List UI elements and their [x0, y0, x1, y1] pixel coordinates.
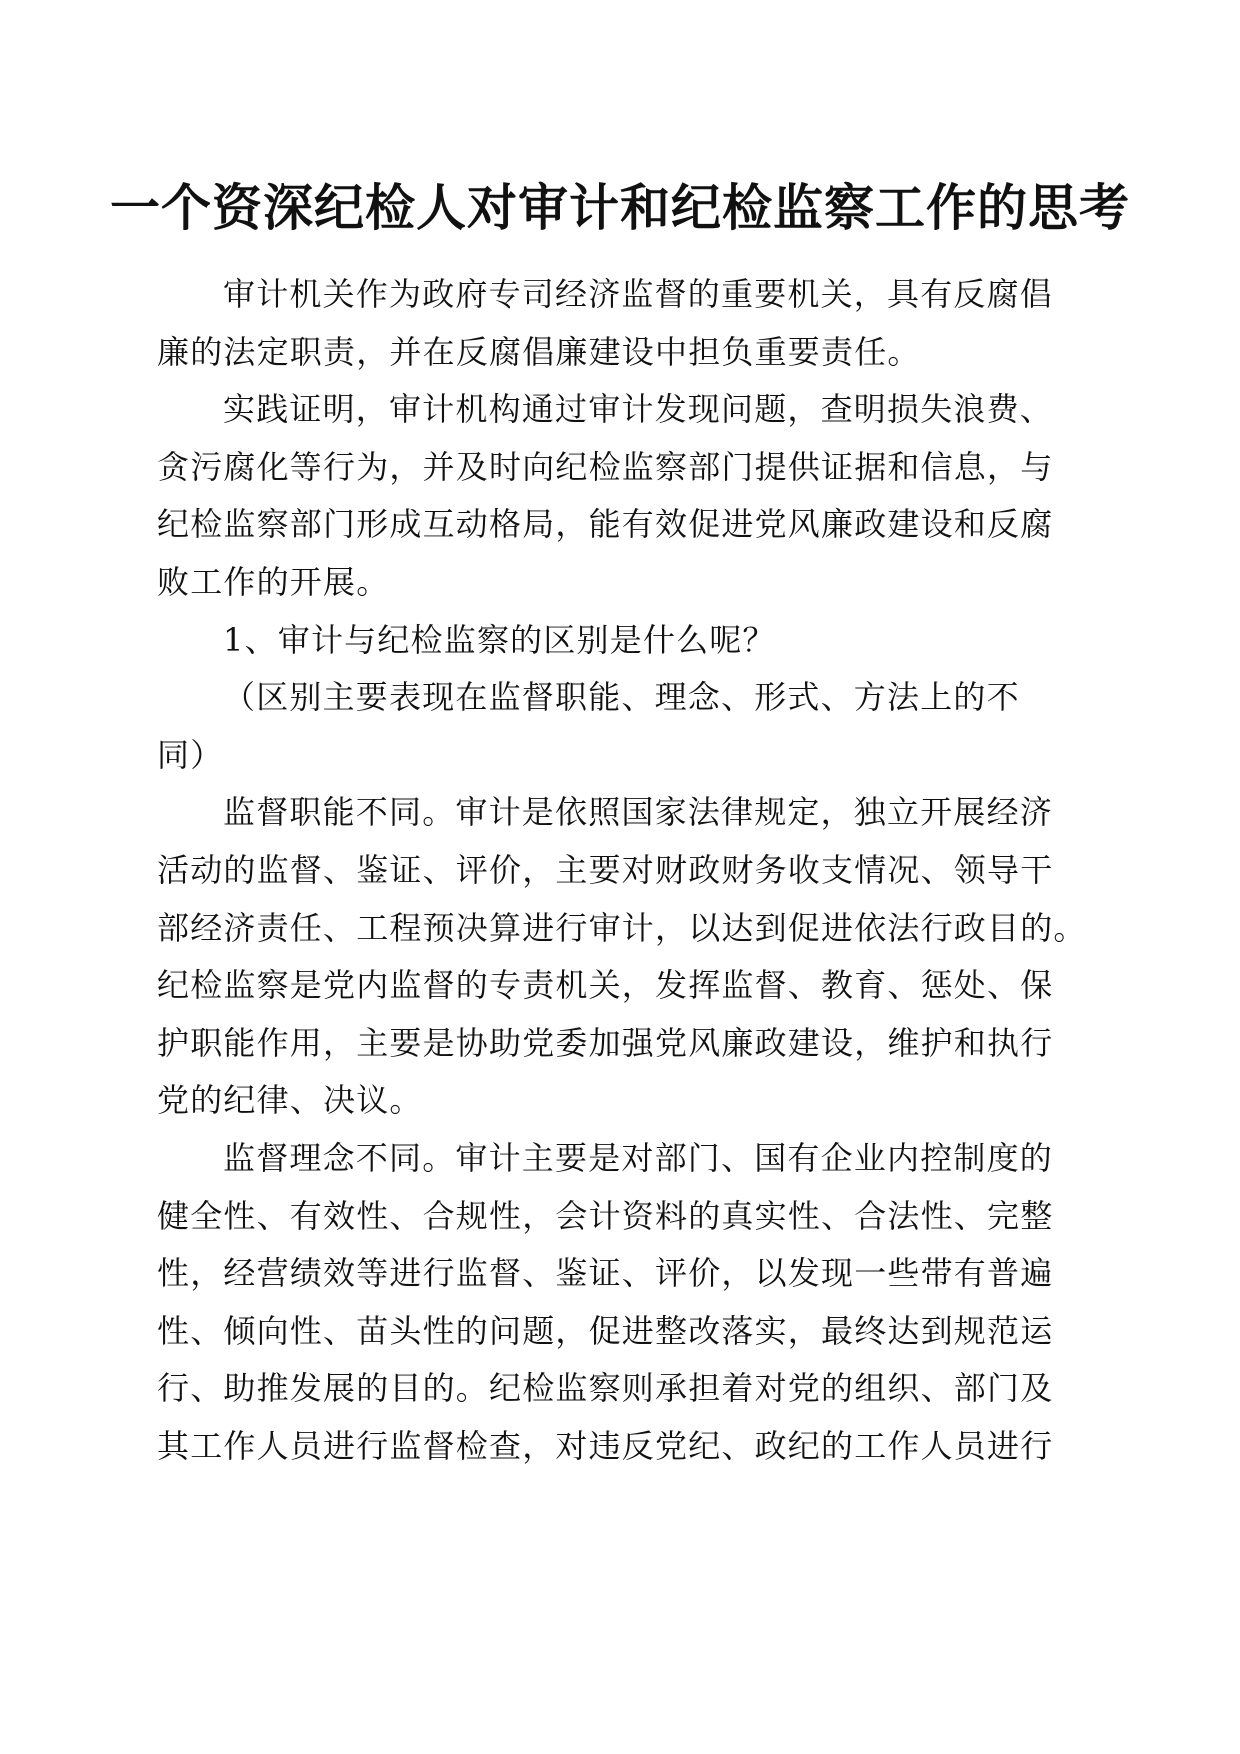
- document-body: [157, 266, 1087, 1475]
- text-line: 健全性、有效性、合规性，会计资料的真实性、合法性、完整: [157, 1196, 1054, 1235]
- text-line: 纪检监察部门形成互动格局，能有效促进党风廉政建设和反腐: [157, 505, 1054, 544]
- text-line: 其工作人员进行监督检查，对违反党纪、政纪的工作人员进行: [157, 1426, 1054, 1465]
- text-line: 党的纪律、决议。: [157, 1081, 423, 1120]
- text-line: 部经济责任、工程预决算进行审计，以达到促进依法行政目的。: [157, 908, 1087, 947]
- text-line: 监督理念不同。审计主要是对部门、国有企业内控制度的: [223, 1138, 1054, 1177]
- text-line: 性，经营绩效等进行监督、鉴证、评价，以发现一些带有普遍: [157, 1254, 1054, 1293]
- document-title: 一个资深纪检人对审计和纪检监察工作的思考: [110, 178, 1130, 237]
- text-line: 败工作的开展。: [157, 562, 390, 601]
- text-line: 1、审计与纪检监察的区别是什么呢？: [223, 620, 776, 659]
- text-line: 审计机关作为政府专司经济监督的重要机关，具有反腐倡: [223, 275, 1054, 313]
- text-line: 护职能作用，主要是协助党委加强党风廉政建设，维护和执行: [157, 1023, 1054, 1062]
- text-line: 性、倾向性、苗头性的问题，促进整改落实，最终达到规范运: [157, 1311, 1054, 1350]
- text-line: 活动的监督、鉴证、评价，主要对财政财务收支情况、领导干: [157, 850, 1054, 889]
- text-line: 行、助推发展的目的。纪检监察则承担着对党的组织、部门及: [157, 1369, 1054, 1408]
- text-line: 贪污腐化等行为，并及时向纪检监察部门提供证据和信息，与: [157, 447, 1054, 486]
- text-line: 同）: [157, 735, 224, 774]
- text-line: 实践证明，审计机构通过审计发现问题，查明损失浪费、: [223, 390, 1054, 429]
- text-line: （区别主要表现在监督职能、理念、形式、方法上的不: [223, 678, 1020, 717]
- text-line: 纪检监察是党内监督的专责机关，发挥监督、教育、惩处、保: [157, 966, 1054, 1005]
- text-line: 监督职能不同。审计是依照国家法律规定，独立开展经济: [223, 793, 1054, 832]
- text-line: 廉的法定职责，并在反腐倡廉建设中担负重要责任。: [157, 332, 921, 371]
